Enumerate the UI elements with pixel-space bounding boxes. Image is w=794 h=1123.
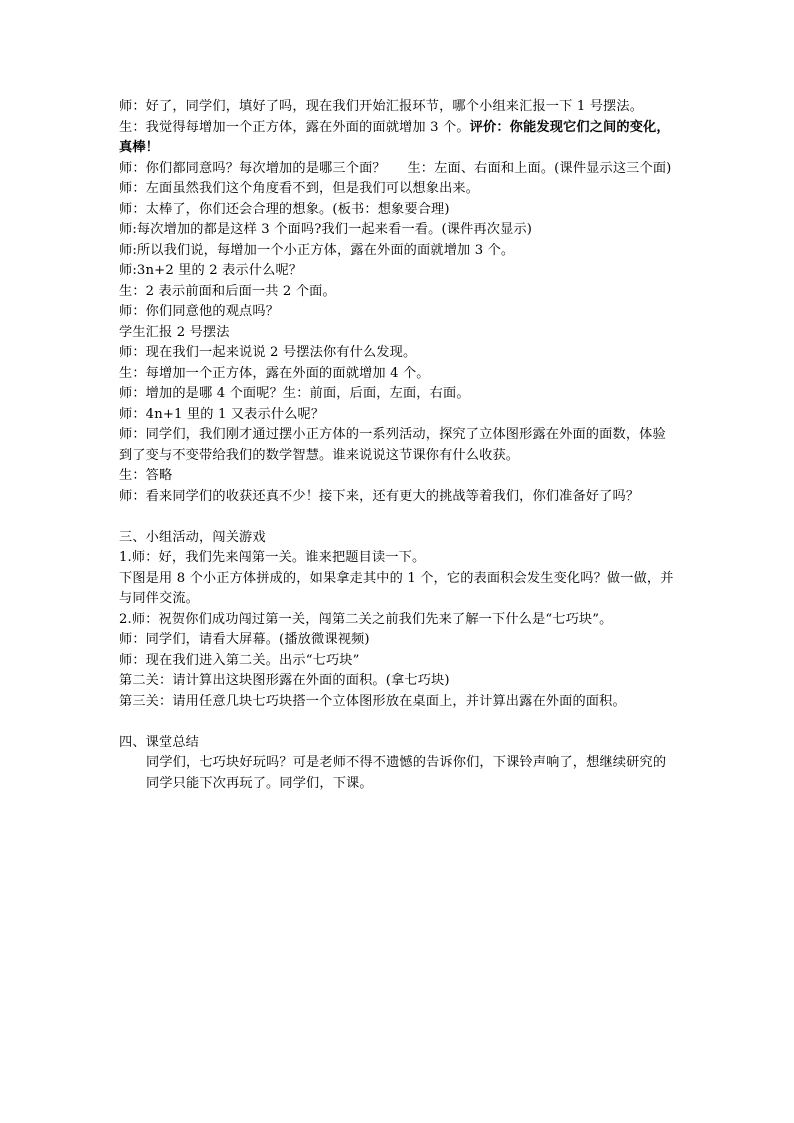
paragraph-teacher-formula-2: 师：4n+1 里的 1 又表示什么呢？ [119, 406, 325, 422]
spacer [119, 712, 679, 733]
student-reply-text: 生：左面、右面和上面。(课件显示这三个面) [407, 160, 672, 176]
paragraph-closing: 同学们，七巧块好玩吗？可是老师不得不遗憾的告诉你们，下课铃声响了，想继续研究的同学只能下次再玩了。同学们，下课。 [146, 755, 667, 791]
paragraph-teacher-check: 师:每次增加的都是这样 3 个面吗?我们一起来看一看。(课件再次显示) [119, 222, 533, 237]
paragraph-problem-statement: 下图是用 8 个小正方体拼成的，如果拿走其中的 1 个，它的表面积会发生变化吗？做一做，并与同伴交流。 [119, 570, 674, 606]
paragraph-teacher-conclusion: 师:所以我们说，每增加一个小正方体，露在外面的面就增加 3 个。 [119, 242, 515, 258]
paragraph-level-1: 1.师：好，我们先来闯第一关。谁来把题目读一下。 [119, 550, 426, 565]
paragraph-teacher-faces-2: 师：增加的是哪 4 个面呢？生：前面，后面，左面，右面。 [119, 386, 470, 401]
paragraph-teacher-question-faces [119, 159, 679, 180]
paragraph-teacher-praise: 师：太棒了，你们还会合理的想象。(板书：想象要合理) [119, 201, 450, 217]
paragraph-teacher-formula-1: 师:3n+2 里的 2 表示什么呢？ [119, 263, 303, 278]
paragraph-student-report-2: 学生汇报 2 号摆法 [119, 324, 230, 340]
paragraph-teacher-challenge: 师：看来同学们的收获还真不少！接下来，还有更大的挑战等着我们，你们准备好了吗？ [119, 488, 640, 504]
paragraph-teacher-report-1: 师：好了，同学们，填好了吗，现在我们开始汇报环节，哪个小组来汇报一下 1 号摆法。 [119, 99, 644, 114]
paragraph-teacher-discover-2: 师：现在我们一起来说说 2 号摆法你有什么发现。 [119, 345, 417, 360]
paragraph-teacher-agree: 师：你们同意他的观点吗？ [119, 304, 280, 319]
paragraph-student-answer-omitted: 生：答略 [119, 468, 173, 483]
paragraph-student-answer-1 [119, 118, 679, 159]
teacher-question-text: 师：你们都同意吗？每次增加的是哪三个面？ [119, 160, 386, 176]
paragraph-level-2: 第二关：请计算出这块图形露在外面的面积。(拿七巧块) [119, 673, 450, 688]
paragraph-teacher-imagine: 师：左面虽然我们这个角度看不到，但是我们可以想象出来。 [119, 181, 480, 196]
paragraph-watch-video: 师：同学们，请看大屏幕。(播放微课视频) [119, 632, 370, 647]
paragraph-level-2-intro: 2.师：祝贺你们成功闯过第一关，闯第二关之前我们先来了解一下什么是“七巧块”。 [119, 611, 613, 627]
evaluation-text: 评价：你能发现它们之间的变化，真棒！ [119, 119, 670, 155]
spacer [119, 507, 679, 528]
student-answer-text: 生：我觉得每增加一个正方体，露在外面的面就增加 3 个。 [119, 119, 470, 135]
section-heading-4: 四、课堂总结 [119, 734, 200, 750]
section-heading-3: 三、小组活动，闯关游戏 [119, 529, 266, 545]
paragraph-student-answer-2: 生：每增加一个正方体，露在外面的面就增加 4 个。 [119, 365, 430, 381]
paragraph-enter-level-2: 师：现在我们进入第二关。出示“七巧块” [119, 652, 360, 668]
paragraph-student-formula-1: 生：2 表示前面和后面一共 2 个面。 [119, 283, 336, 299]
paragraph-teacher-summary: 师：同学们，我们刚才通过摆小正方体的一系列活动，探究了立体图形露在外面的面数，体验到了变与不变带给我们的数学智慧。谁来说说这节课你有什么收获。 [119, 427, 666, 463]
document-body [119, 97, 679, 794]
paragraph-level-3: 第三关：请用任意几块七巧块搭一个立体图形放在桌面上，并计算出露在外面的面积。 [119, 693, 626, 709]
